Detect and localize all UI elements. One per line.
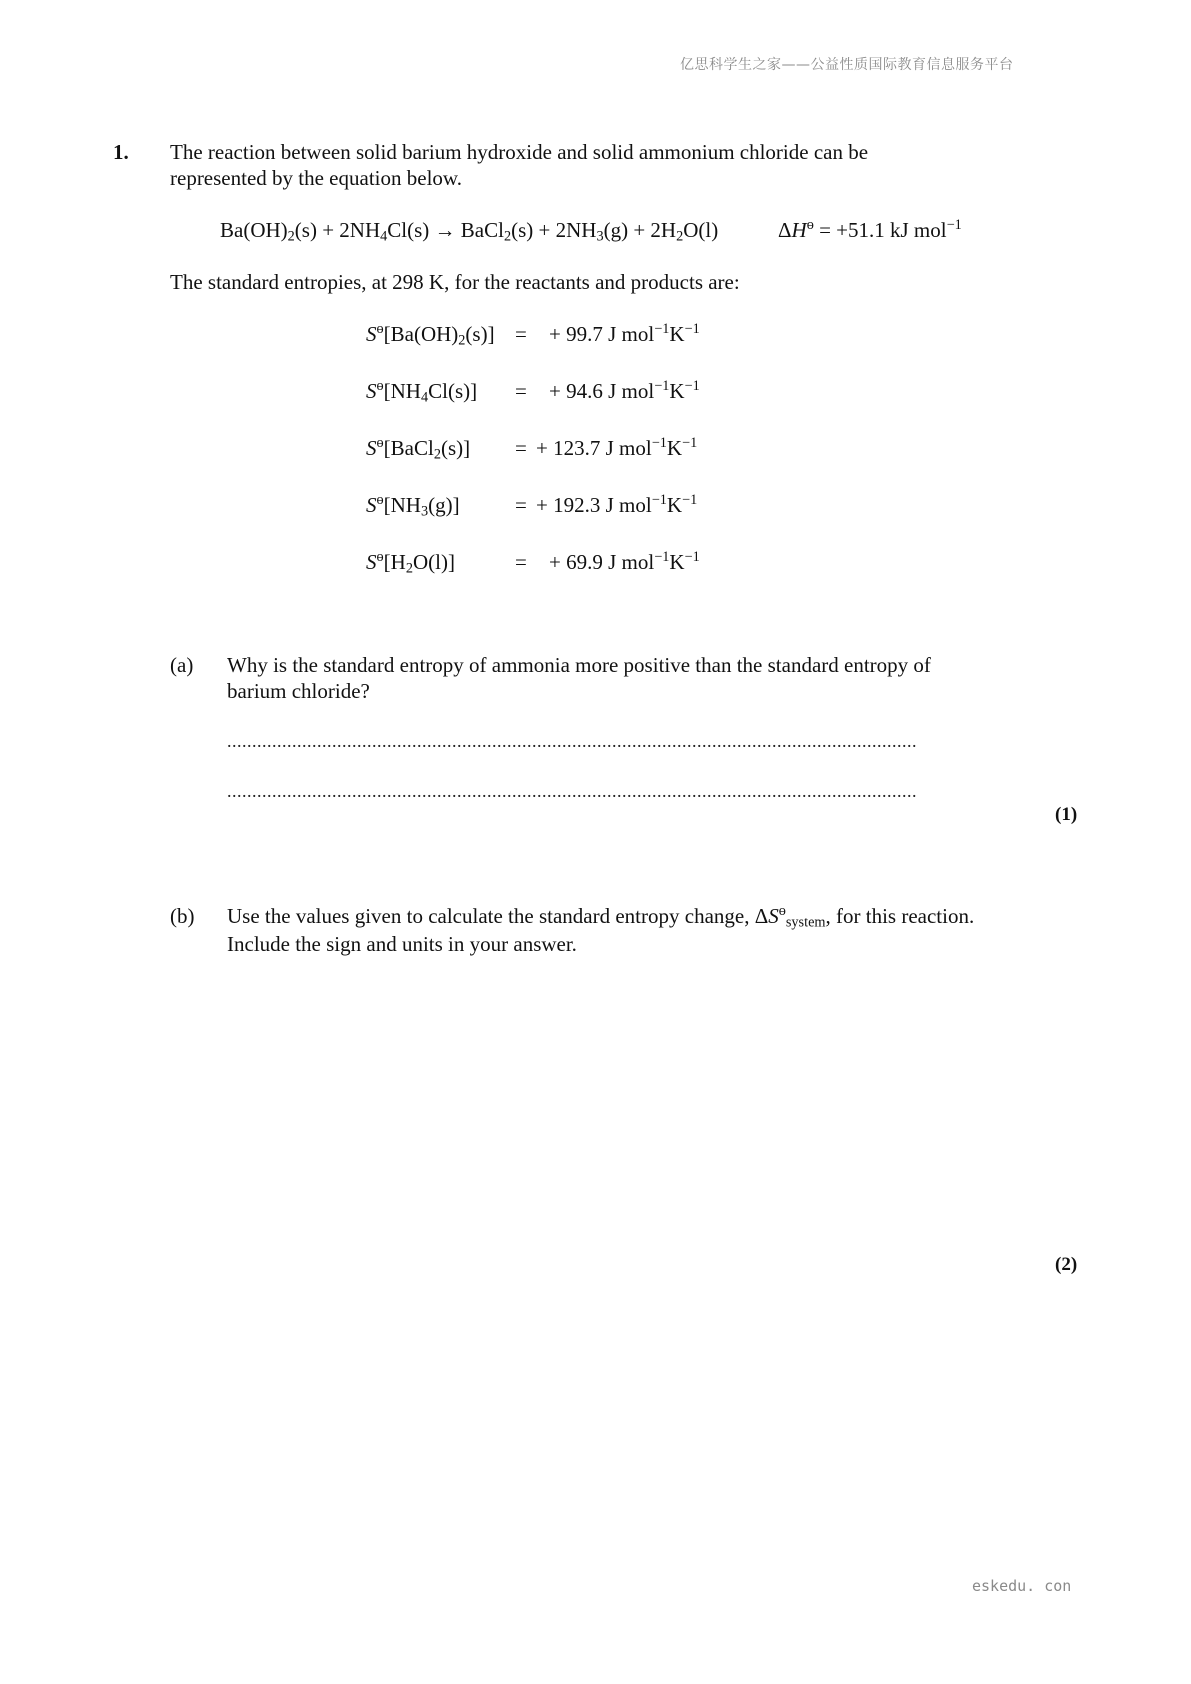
page-footer: eskedu. con (972, 1577, 1072, 1595)
entropy-label: $S^ө[BaCl_2(s)]$ (366, 435, 471, 463)
equals-sign: = (515, 436, 527, 460)
entropy-label: $S^ө[Ba(OH)_2(s)]$ (366, 321, 495, 349)
answer-line[interactable]: .......................................................................................................................................... (227, 781, 917, 801)
entropy-label: $S^ө[H_2O(l)]$ (366, 549, 455, 577)
entropy-intro: The standard entropies, at 298 K, for the reactants and products are: (170, 270, 740, 294)
part-a-question-line2: barium chloride? (227, 679, 370, 703)
part-b-question-line1: Use the values given to calculate the standard entropy change, $\Delta S^ө_{system}$, for this reaction. (227, 903, 975, 931)
question-intro-line2: represented by the equation below. (170, 166, 462, 190)
reaction-equation: $Ba(OH)_2(s) + 2NH_4Cl(s)$ → BaCl$_2$(s) + $2NH_3(g) + 2H_2O(l)$ (220, 218, 719, 245)
equals-sign: = (515, 550, 527, 574)
entropy-value: + 99.7 J $mol^{-1}K^{-1}$ (549, 321, 700, 346)
equals-sign: = (515, 379, 527, 403)
entropy-value: + 69.9 J $mol^{-1}K^{-1}$ (549, 549, 700, 574)
enthalpy-change: $\Delta H^ө = +51.1$ kJ mol$^{-1}$ (778, 217, 962, 242)
entropy-value: + 123.7 J $mol^{-1}K^{-1}$ (536, 435, 698, 460)
entropy-value: + 192.3 J $mol^{-1}K^{-1}$ (536, 492, 698, 517)
question-number: 1. (113, 140, 129, 164)
part-b-marks: (2) (1055, 1254, 1078, 1275)
part-a-label: (a) (170, 653, 194, 677)
entropy-label: $S^ө[NH_4Cl(s)]$ (366, 378, 478, 406)
part-a-question-line1: Why is the standard entropy of ammonia more positive than the standard entropy of (227, 653, 931, 677)
page-header: 亿思科学生之家——公益性质国际教育信息服务平台 (680, 57, 1014, 73)
part-b-label: (b) (170, 904, 195, 928)
part-b-question-line2: Include the sign and units in your answer. (227, 932, 577, 956)
question-intro-line1: The reaction between solid barium hydroxide and solid ammonium chloride can be (170, 140, 869, 164)
part-a-marks: (1) (1055, 804, 1078, 825)
equals-sign: = (515, 322, 527, 346)
entropy-value: + 94.6 J $mol^{-1}K^{-1}$ (549, 378, 700, 403)
entropy-label: $S^ө[NH_3(g)]$ (366, 492, 460, 520)
equals-sign: = (515, 493, 527, 517)
answer-line[interactable]: .......................................................................................................................................... (227, 731, 917, 751)
